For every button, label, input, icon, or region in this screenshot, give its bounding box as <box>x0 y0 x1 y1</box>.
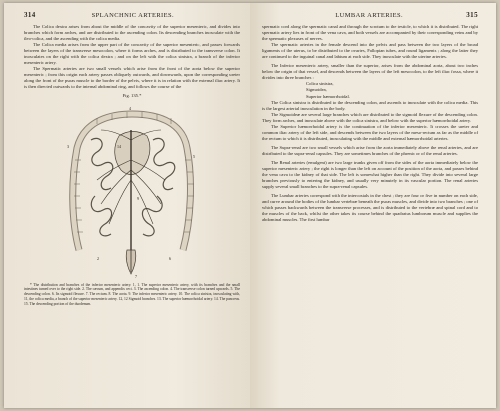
right-page <box>250 3 496 408</box>
svg-text:3: 3 <box>67 143 69 149</box>
svg-text:9: 9 <box>137 195 139 201</box>
page-number: 315 <box>466 11 478 19</box>
paragraph: The Spermatic arteries are two small vessels which arise from the front of the aorta below the superior mesenteric ; from this origin each artery passes obliquely outwards, and downwards, upon the corresponding ureter along the front of the psoas muscle to the border of the pelvis, where it is in relation with the external iliac artery. It is then directed outwards to the internal abdominal ring, and follows the course of the <box>24 66 240 90</box>
page-number: 314 <box>24 11 36 19</box>
intestine-artery-illustration <box>57 100 207 280</box>
paragraph: The Sigmoideæ are several large branches which are distributed to the sigmoid flexure of the descending colon. They form arches, and inosculate above with the colica sinistra, and below with the superior hæmorrhoidal artery. <box>262 111 478 123</box>
paragraph: The Supra-renal are two small vessels which arise from the aorta immediately above the renal arteries, and are distributed to the supra-renal capsules. They are sometimes branches of the phrenic or of the renal arteries. <box>262 144 478 156</box>
paragraph: The Superior hæmorrhoidal artery is the continuation of the inferior mesenteric. It crosses the ureter and common iliac artery of the left side, and descends between the two layers of the meso-rectum as far as the middle of the rectum to which it is distributed, inosculating with the middle and external hæmorrhoidal arteries. <box>262 123 478 141</box>
paragraph: spermatic cord along the spermatic canal and through the scrotum to the testicle, to which it is distributed. The right spermatic artery lies in front of the vena cava, and both vessels are accompanied by their corresponding veins and by the spermatic plexuses of nerves. <box>262 24 478 42</box>
svg-text:2: 2 <box>97 255 99 261</box>
left-page <box>4 3 250 408</box>
running-title: LUMBAR ARTERIES. <box>335 12 404 19</box>
list-item: Colica sinistra, <box>306 81 334 87</box>
figure-footnote: * The distribution and branches of the inferior mesenteric artery. 1, 1. The superior mesenteric artery, with its branches and the small intestines turned over to the right side. 2. The cæcum, and appendix ceci. 3. The ascending colon. 4. The transverse colon turned upwards. 5. The descending colon. 6. Its sigmoid flexure. 7. The rectum. 8. The aorta. 9. The inferior mesenteric artery. 10. The colica sinistra, inosculating with, 11, the colica media, a branch of the superior mesenteric artery. 12, 12 Sigmoid branches. 13. The superior hæmorrhoidal artery. 14. The pancreas. 15. The descending portion of the duodenum. <box>24 282 240 307</box>
list-item: Sigmoidea, <box>306 87 327 93</box>
running-title: SPLANCHNIC ARTERIES. <box>91 12 175 19</box>
book-spread <box>4 3 496 408</box>
svg-text:5: 5 <box>193 153 195 159</box>
paragraph: The Colica media arises from the upper part of the concavity of the superior mesenteric, and passes forwards between the layers of the transverse mesocolon, where it forms arches, and is distributed to the transverse colon. It inosculates on the right with the colica dextra ; and on the left with the colica sinistra, a branch of the inferior mesenteric artery. <box>24 42 240 66</box>
paragraph: The Renal arteries (emulgent) are two large trunks given off from the sides of the aorta immediately below the superior mesenteric artery ; the right is longer than the left on account of the position of the aorta, and passes behind the vena cava to the kidney of that side. The left is somewhat higher than the right. They divide into several large branches previously to entering the kidney, and usually very minutely in its vascular portion. The renal arteries supply several small branches to the supra-renal capsules. <box>262 159 478 190</box>
figure-caption: Fig. 135.* <box>122 92 142 98</box>
svg-text:6: 6 <box>169 255 171 261</box>
left-page-header <box>24 11 240 19</box>
paragraph: The Lumbar arteries correspond with the intercostals in the chest ; they are four or five in number on each side, and curve around the bodies of the lumbar vertebræ beneath the psoas muscles, and divide into two branches ; one of which passes backwards between the transverse processes, and is distributed to the vertebræ and spinal cord and to the muscles of the back, whilst the other takes its course behind the quadratus lumborum muscle and supplies the abdominal muscles. The first lumbar <box>262 193 478 223</box>
svg-text:14: 14 <box>117 143 121 149</box>
paragraph: The Colica dextra arises from about the middle of the concavity of the superior mesenteric, and divides into branches which form arches, and are distributed to the ascending colon. Its descending branches inosculate with the ileo-colica, and the ascending with the colica media. <box>24 24 240 42</box>
list-item: Superior hæmorrhoidal. <box>306 93 350 99</box>
branch-list <box>262 81 478 99</box>
paragraph: The Inferior mesenteric artery, smaller than the superior, arises from the abdominal aorta, about two inches below the origin of that vessel, and descends between the layers of the left mesocolon, to the left iliac fossa, where it divides into three branches : <box>262 63 478 81</box>
svg-text:4: 4 <box>129 105 131 111</box>
right-page-header <box>262 11 478 19</box>
svg-text:7: 7 <box>135 273 137 279</box>
paragraph: The Colica sinistra is distributed to the descending colon, and ascends to inosculate with the colica media. This is the largest arterial inosculation in the body. <box>262 99 478 111</box>
paragraph: The spermatic arteries in the female descend into the pelvis and pass between the two layers of the broad ligaments of the uterus, to be distributed to the ovaries, Fallopian tubes, and round ligaments ; along the latter they are continued to the inguinal canal and labium at each side. They inosculate with the uterine arteries. <box>262 42 478 60</box>
